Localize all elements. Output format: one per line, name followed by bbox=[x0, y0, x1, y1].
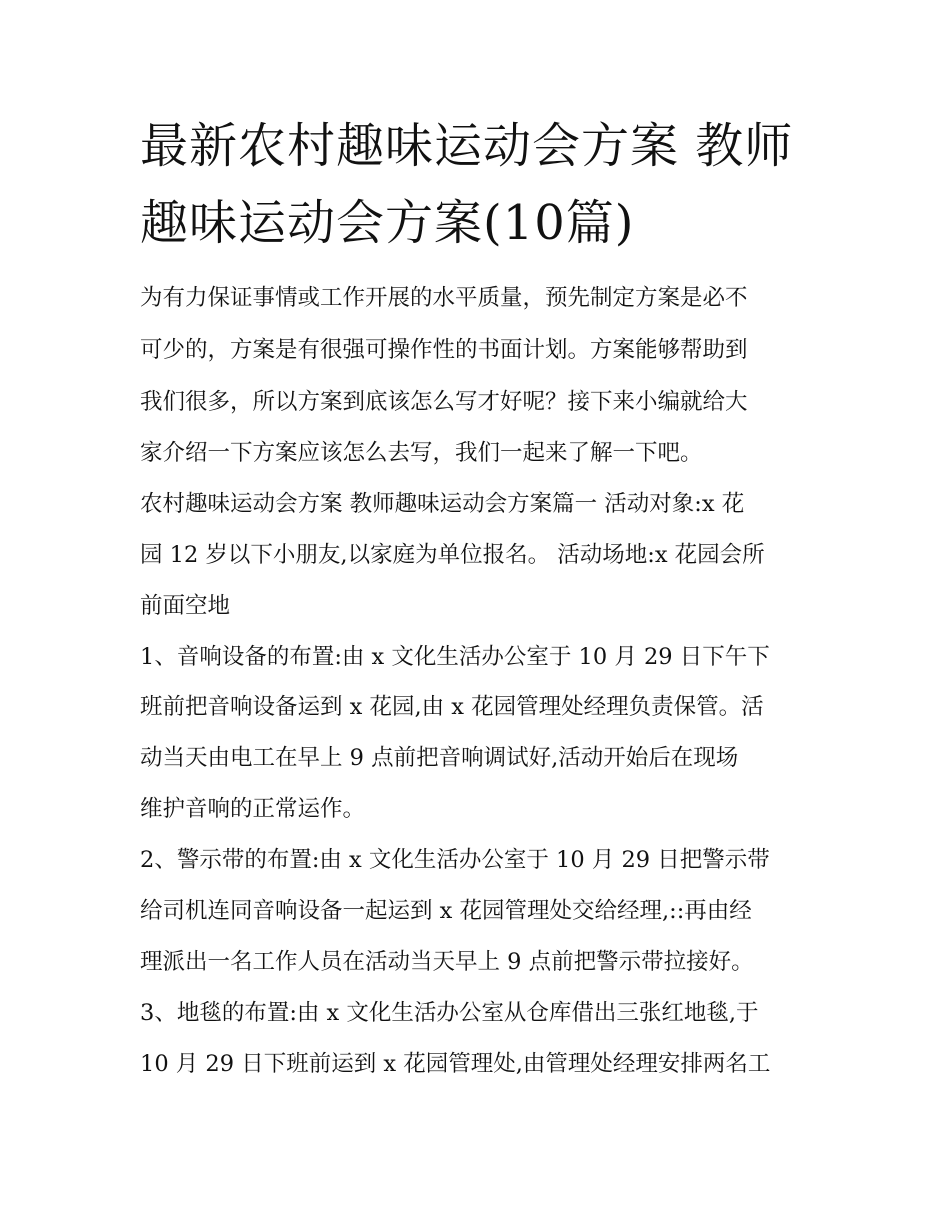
paragraph-line: 动当天由电工在早上 9 点前把音响调试好,活动开始后在现场 bbox=[140, 745, 739, 771]
document-title-line-1: 最新农村趣味运动会方案 教师 bbox=[140, 118, 794, 174]
paragraph-line: 1、音响设备的布置:由 x 文化生活办公室于 10 月 29 日下午下 bbox=[140, 644, 770, 670]
paragraph-line: 农村趣味运动会方案 教师趣味运动会方案篇一 活动对象:x 花 bbox=[140, 491, 745, 517]
paragraph-line: 我们很多，所以方案到底该怎么写才好呢？接下来小编就给大 bbox=[140, 389, 748, 415]
paragraph-line: 家介绍一下方案应该怎么去写，我们一起来了解一下吧。 bbox=[140, 440, 703, 466]
paragraph-line: 班前把音响设备运到 x 花园,由 x 花园管理处经理负责保管。活 bbox=[140, 694, 764, 720]
paragraph-line: 2、警示带的布置:由 x 文化生活办公室于 10 月 29 日把警示带 bbox=[140, 847, 770, 873]
paragraph-line: 可少的，方案是有很强可操作性的书面计划。方案能够帮助到 bbox=[140, 337, 748, 363]
paragraph-line: 给司机连同音响设备一起运到 x 花园管理处交给经理,::再由经 bbox=[140, 898, 752, 924]
document-title-line-2: 趣味运动会方案(10篇) bbox=[140, 195, 635, 251]
paragraph-line: 理派出一名工作人员在活动当天早上 9 点前把警示带拉接好。 bbox=[140, 949, 754, 975]
paragraph-line: 前面空地 bbox=[140, 593, 231, 619]
paragraph-line: 维护音响的正常运作。 bbox=[140, 796, 366, 822]
paragraph-line: 10 月 29 日下班前运到 x 花园管理处,由管理处经理安排两名工 bbox=[140, 1051, 771, 1077]
paragraph-line: 为有力保证事情或工作开展的水平质量，预先制定方案是必不 bbox=[140, 285, 748, 311]
paragraph-line: 园 12 岁以下小朋友,以家庭为单位报名。 活动场地:x 花园会所 bbox=[140, 542, 765, 568]
paragraph-line: 3、地毯的布置:由 x 文化生活办公室从仓库借出三张红地毯,于 bbox=[140, 1000, 759, 1026]
